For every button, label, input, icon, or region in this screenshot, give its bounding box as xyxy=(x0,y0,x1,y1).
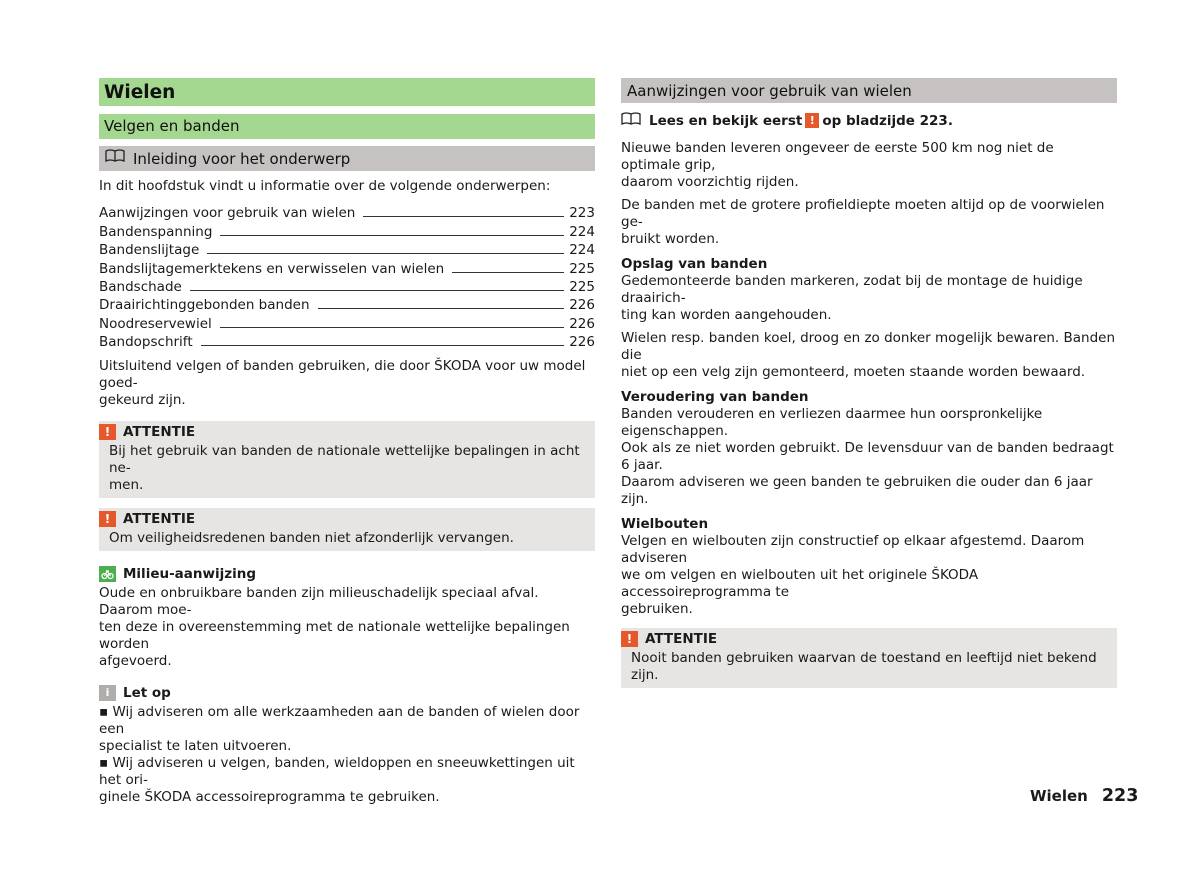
toc-item[interactable]: Bandslijtagemerktekens en verwisselen van wielen 225 xyxy=(99,260,595,277)
toc-item[interactable]: Bandopschrift 226 xyxy=(99,334,595,351)
toc-item[interactable]: Bandenslijtage 224 xyxy=(99,242,595,259)
warning-box: ! ATTENTIE Om veiligheidsredenen banden niet afzonderlijk vervangen. xyxy=(99,508,595,551)
subheading: Veroudering van banden xyxy=(621,389,809,405)
paragraph: Wielen resp. banden koel, droog en zo donker mogelijk bewaren. Banden die niet op een velg zijn gemonteerd, moeten staande worden bewaard. xyxy=(621,330,1116,380)
book-icon xyxy=(105,145,125,171)
paragraph: Nieuwe banden leveren ongeveer de eerste 500 km nog niet de optimale grip, daarom voorzichtig rijden. xyxy=(621,140,1054,190)
toc-item[interactable]: Bandenspanning 224 xyxy=(99,223,595,240)
exclamation-icon: ! xyxy=(99,424,116,440)
subheading: Opslag van banden xyxy=(621,256,768,272)
warning-box: ! ATTENTIE Bij het gebruik van banden de nationale wettelijke bepalingen in acht ne- men. xyxy=(99,421,595,498)
paragraph: Uitsluitend velgen of banden gebruiken, die door ŠKODA voor uw model goed- gekeurd zijn. xyxy=(99,358,586,409)
section-title: Velgen en banden xyxy=(99,114,595,139)
table-of-contents xyxy=(99,203,595,350)
left-column xyxy=(99,78,595,806)
info-icon: i xyxy=(99,685,116,701)
topic-heading-label: Inleiding voor het onderwerp xyxy=(133,150,351,168)
topic-heading: Aanwijzingen voor gebruik van wielen xyxy=(621,78,1117,103)
right-column xyxy=(621,78,1117,688)
intro-text: In dit hoofdstuk vindt u informatie over de volgende onderwerpen: xyxy=(99,178,551,194)
exclamation-icon: ! xyxy=(805,113,819,128)
exclamation-icon: ! xyxy=(99,511,116,527)
toc-item[interactable]: Aanwijzingen voor gebruik van wielen 223 xyxy=(99,205,595,222)
letop-text: ▪ Wij adviseren om alle werkzaamheden aan de banden of wielen door een specialist te laten uitvoeren. ▪ Wij adviseren u velgen, banden, wieldoppen en sneeuwkettingen uit het ori- ginele ŠKODA accessoireprogramma te gebruiken. xyxy=(99,704,580,806)
warning-box: ! ATTENTIE Nooit banden gebruiken waarvan de toestand en leeftijd niet bekend zijn. xyxy=(621,628,1117,688)
toc-item[interactable]: Bandschade 225 xyxy=(99,278,595,295)
book-icon xyxy=(621,112,641,130)
toc-item[interactable]: Noodreservewiel 226 xyxy=(99,315,595,332)
opslag-section: Opslag van banden Gedemonteerde banden markeren, zodat bij de montage de huidige draairich- ting kan worden aangehouden. xyxy=(621,256,1117,324)
cross-reference[interactable]: Lees en bekijk eerst ! op bladzijde 223. xyxy=(621,112,1117,129)
milieu-heading: Milieu-aanwijzing xyxy=(99,565,595,582)
letop-heading: i Let op xyxy=(99,684,595,701)
exclamation-icon: ! xyxy=(621,631,638,647)
recycle-icon xyxy=(99,566,116,582)
chapter-title: Wielen xyxy=(99,78,595,106)
paragraph: De banden met de grotere profieldiepte moeten altijd op de voorwielen ge- bruikt worden. xyxy=(621,197,1105,247)
page-footer xyxy=(1030,786,1138,806)
page-number: 223 xyxy=(1101,786,1139,806)
wielbouten-section: Wielbouten Velgen en wielbouten zijn constructief op elkaar afgestemd. Daarom adviseren we om velgen en wielbouten uit het originele ŠKODA accessoireprogramma te gebruiken. xyxy=(621,516,1117,618)
subheading: Wielbouten xyxy=(621,516,709,532)
topic-heading xyxy=(99,146,595,171)
toc-item[interactable]: Draairichtinggebonden banden 226 xyxy=(99,297,595,314)
footer-section: Wielen xyxy=(1030,787,1088,805)
veroudering-section: Veroudering van banden Banden verouderen en verliezen daarmee hun oorspronkelijke eigenschappen. Ook als ze niet worden gebruikt. De levensduur van de banden bedraagt 6 jaar. Daarom adviseren we geen banden te gebruiken die ouder dan 6 jaar zijn. xyxy=(621,389,1117,508)
milieu-text: Oude en onbruikbare banden zijn milieuschadelijk speciaal afval. Daarom moe- ten deze in overeenstemming met de nationale wettelijke bepalingen worden afgevoerd. xyxy=(99,585,570,670)
